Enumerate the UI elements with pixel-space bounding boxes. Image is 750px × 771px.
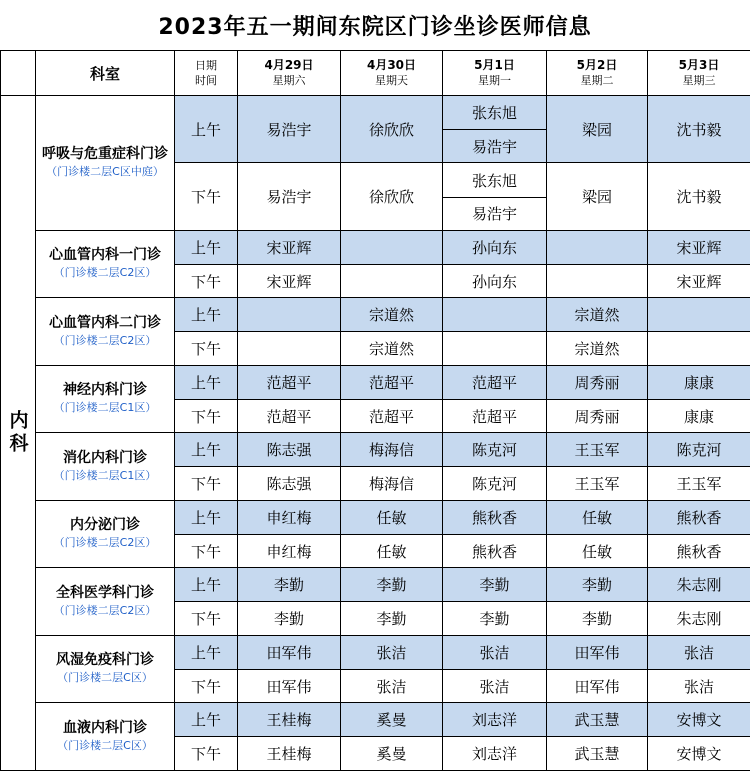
doctor-cell: 朱志刚 bbox=[648, 568, 750, 602]
period-am: 上午 bbox=[175, 500, 238, 534]
header-dept-label: 科室 bbox=[36, 51, 175, 96]
doctor-cell: 宋亚辉 bbox=[648, 264, 750, 298]
header-day-weekday: 星期六 bbox=[272, 74, 306, 87]
doctor-cell: 武玉慧 bbox=[547, 737, 648, 771]
doctor-cell: 宗道然 bbox=[341, 298, 443, 332]
period-am: 上午 bbox=[175, 365, 238, 399]
table-row bbox=[1, 433, 750, 467]
doctor-cell: 宋亚辉 bbox=[238, 264, 341, 298]
doctor-cell: 安博文 bbox=[648, 737, 750, 771]
doctor-cell: 王玉军 bbox=[648, 467, 750, 501]
doctor-cell: 李勤 bbox=[443, 602, 547, 636]
header-day-date: 5月3日 bbox=[678, 58, 720, 72]
doctor-cell: 武玉慧 bbox=[547, 703, 648, 737]
doctor-cell: 张洁 bbox=[341, 669, 443, 703]
doctor-cell: 王桂梅 bbox=[238, 737, 341, 771]
dept-cell bbox=[36, 230, 175, 298]
dept-cell bbox=[36, 703, 175, 771]
table-row bbox=[1, 365, 750, 399]
doctor-cell bbox=[547, 230, 648, 264]
schedule-body bbox=[1, 96, 750, 771]
doctor-cell: 沈书毅 bbox=[648, 163, 750, 230]
doctor-cell: 李勤 bbox=[341, 602, 443, 636]
header-time-label: 时间 bbox=[195, 74, 217, 87]
dept-location: （门诊楼二层C2区） bbox=[53, 536, 157, 550]
doctor-cell: 熊秋香 bbox=[443, 534, 547, 568]
doctor-cell bbox=[238, 298, 341, 332]
doctor-cell: 周秀丽 bbox=[547, 399, 648, 433]
header-day-weekday: 星期二 bbox=[580, 74, 614, 87]
doctor-cell: 申红梅 bbox=[238, 534, 341, 568]
page-title: 2023年五一期间东院区门诊坐诊医师信息 bbox=[158, 14, 592, 40]
doctor-cell: 孙向东 bbox=[443, 264, 547, 298]
doctor-cell: 康康 bbox=[648, 365, 750, 399]
doctor-cell: 张洁 bbox=[341, 635, 443, 669]
doctor-cell: 沈书毅 bbox=[648, 96, 750, 163]
table-row bbox=[1, 96, 750, 130]
doctor-cell: 朱志刚 bbox=[648, 602, 750, 636]
table-row bbox=[1, 703, 750, 737]
header-day-weekday: 星期三 bbox=[682, 74, 716, 87]
doctor-cell: 任敏 bbox=[341, 500, 443, 534]
dept-name: 风湿免疫科门诊 bbox=[56, 652, 154, 669]
dept-name: 消化内科门诊 bbox=[63, 449, 147, 466]
header-day-weekday: 星期一 bbox=[478, 74, 511, 87]
header-day bbox=[648, 51, 750, 96]
doctor-cell: 宗道然 bbox=[341, 332, 443, 366]
doctor-cell bbox=[648, 332, 750, 366]
doctor-cell: 李勤 bbox=[341, 568, 443, 602]
header-date-time bbox=[175, 51, 238, 96]
dept-location: （门诊楼二层C1区） bbox=[53, 468, 157, 482]
doctor-cell: 王玉军 bbox=[547, 433, 648, 467]
doctor-cell: 范超平 bbox=[443, 365, 547, 399]
doctor-cell bbox=[443, 298, 547, 332]
doctor-cell: 梅海信 bbox=[341, 467, 443, 501]
dept-location: （门诊楼二层C区中庭） bbox=[46, 164, 164, 178]
doctor-cell: 奚曼 bbox=[341, 703, 443, 737]
doctor-cell: 宋亚辉 bbox=[648, 230, 750, 264]
doctor-cell: 李勤 bbox=[238, 568, 341, 602]
doctor-cell: 周秀丽 bbox=[547, 365, 648, 399]
doctor-cell: 田军伟 bbox=[547, 669, 648, 703]
header-day-date: 4月30日 bbox=[366, 58, 417, 72]
doctor-cell: 陈克河 bbox=[648, 433, 750, 467]
header-day-weekday: 星期天 bbox=[375, 74, 408, 87]
doctor-cell: 李勤 bbox=[443, 568, 547, 602]
doctor-cell: 孙向东 bbox=[443, 230, 547, 264]
doctor-cell: 易浩宇 bbox=[443, 130, 547, 163]
header-day-date: 5月2日 bbox=[576, 58, 618, 72]
dept-location: （门诊楼二层C2区） bbox=[53, 603, 157, 617]
dept-name: 呼吸与危重症科门诊 bbox=[42, 145, 168, 162]
doctor-cell: 康康 bbox=[648, 399, 750, 433]
doctor-cell: 徐欣欣 bbox=[341, 163, 443, 230]
doctor-cell: 陈克河 bbox=[443, 467, 547, 501]
table-row bbox=[1, 568, 750, 602]
period-am: 上午 bbox=[175, 635, 238, 669]
period-am: 上午 bbox=[175, 703, 238, 737]
doctor-cell: 刘志洋 bbox=[443, 703, 547, 737]
doctor-cell: 范超平 bbox=[341, 365, 443, 399]
header-day bbox=[238, 51, 341, 96]
doctor-cell: 张洁 bbox=[648, 635, 750, 669]
dept-name: 内分泌门诊 bbox=[70, 517, 140, 534]
doctor-cell: 陈志强 bbox=[238, 433, 341, 467]
doctor-cell: 田军伟 bbox=[238, 635, 341, 669]
header-day bbox=[547, 51, 648, 96]
header-day bbox=[443, 51, 547, 96]
doctor-cell: 张东旭 bbox=[443, 163, 547, 197]
dept-name: 全科医学科门诊 bbox=[56, 584, 154, 601]
dept-name: 血液内科门诊 bbox=[63, 719, 147, 736]
doctor-cell: 张洁 bbox=[648, 669, 750, 703]
doctor-cell: 任敏 bbox=[547, 534, 648, 568]
doctor-cell bbox=[648, 298, 750, 332]
header-date-label: 日期 bbox=[195, 59, 217, 72]
doctor-cell: 陈克河 bbox=[443, 433, 547, 467]
doctor-cell: 张洁 bbox=[443, 669, 547, 703]
period-am: 上午 bbox=[175, 96, 238, 163]
dept-location: （门诊楼二层C1区） bbox=[53, 401, 157, 415]
doctor-cell: 宗道然 bbox=[547, 298, 648, 332]
dept-name: 神经内科门诊 bbox=[63, 382, 147, 399]
dept-cell bbox=[36, 298, 175, 366]
header-day-date: 5月1日 bbox=[474, 58, 515, 72]
dept-location: （门诊楼二层C2区） bbox=[53, 333, 157, 347]
period-pm: 下午 bbox=[175, 332, 238, 366]
doctor-cell: 梅海信 bbox=[341, 433, 443, 467]
doctor-cell bbox=[547, 264, 648, 298]
doctor-cell: 范超平 bbox=[341, 399, 443, 433]
doctor-cell: 田军伟 bbox=[547, 635, 648, 669]
dept-cell bbox=[36, 500, 175, 568]
doctor-cell: 易浩宇 bbox=[238, 163, 341, 230]
header-day-date: 4月29日 bbox=[264, 58, 314, 72]
table-row bbox=[1, 298, 750, 332]
period-pm: 下午 bbox=[175, 163, 238, 230]
doctor-cell: 李勤 bbox=[238, 602, 341, 636]
doctor-cell bbox=[443, 332, 547, 366]
schedule-table bbox=[0, 50, 750, 771]
category-cell: 内科 bbox=[1, 96, 36, 771]
doctor-cell: 申红梅 bbox=[238, 500, 341, 534]
dept-name: 心血管内科二门诊 bbox=[49, 314, 161, 331]
dept-cell bbox=[36, 635, 175, 703]
doctor-cell: 易浩宇 bbox=[238, 96, 341, 163]
doctor-cell: 李勤 bbox=[547, 602, 648, 636]
doctor-cell: 张东旭 bbox=[443, 96, 547, 130]
dept-location: （门诊楼二层C区） bbox=[57, 738, 153, 752]
header-row bbox=[1, 51, 750, 96]
table-row bbox=[1, 230, 750, 264]
doctor-cell: 宋亚辉 bbox=[238, 230, 341, 264]
doctor-cell: 熊秋香 bbox=[648, 500, 750, 534]
doctor-cell: 梁园 bbox=[547, 163, 648, 230]
doctor-cell: 田军伟 bbox=[238, 669, 341, 703]
doctor-cell bbox=[341, 230, 443, 264]
doctor-cell: 任敏 bbox=[341, 534, 443, 568]
doctor-cell: 任敏 bbox=[547, 500, 648, 534]
dept-location: （门诊楼二层C2区） bbox=[53, 266, 157, 280]
doctor-cell: 徐欣欣 bbox=[341, 96, 443, 163]
period-am: 上午 bbox=[175, 433, 238, 467]
doctor-cell: 范超平 bbox=[238, 365, 341, 399]
dept-cell bbox=[36, 433, 175, 501]
doctor-cell: 王玉军 bbox=[547, 467, 648, 501]
header-corner bbox=[1, 51, 36, 96]
doctor-cell: 刘志洋 bbox=[443, 737, 547, 771]
period-am: 上午 bbox=[175, 298, 238, 332]
doctor-cell: 易浩宇 bbox=[443, 197, 547, 230]
table-row bbox=[1, 635, 750, 669]
doctor-cell: 王桂梅 bbox=[238, 703, 341, 737]
doctor-cell: 范超平 bbox=[238, 399, 341, 433]
period-am: 上午 bbox=[175, 230, 238, 264]
doctor-cell: 熊秋香 bbox=[648, 534, 750, 568]
doctor-cell: 陈志强 bbox=[238, 467, 341, 501]
period-pm: 下午 bbox=[175, 399, 238, 433]
dept-location: （门诊楼二层C区） bbox=[57, 671, 153, 685]
period-pm: 下午 bbox=[175, 669, 238, 703]
dept-cell bbox=[36, 365, 175, 433]
doctor-cell bbox=[238, 332, 341, 366]
doctor-cell: 张洁 bbox=[443, 635, 547, 669]
dept-cell bbox=[36, 568, 175, 636]
doctor-cell: 安博文 bbox=[648, 703, 750, 737]
doctor-cell: 宗道然 bbox=[547, 332, 648, 366]
period-pm: 下午 bbox=[175, 264, 238, 298]
doctor-cell: 梁园 bbox=[547, 96, 648, 163]
table-row bbox=[1, 500, 750, 534]
period-pm: 下午 bbox=[175, 737, 238, 771]
period-pm: 下午 bbox=[175, 467, 238, 501]
doctor-cell: 李勤 bbox=[547, 568, 648, 602]
period-pm: 下午 bbox=[175, 602, 238, 636]
doctor-cell: 范超平 bbox=[443, 399, 547, 433]
doctor-cell: 奚曼 bbox=[341, 737, 443, 771]
period-pm: 下午 bbox=[175, 534, 238, 568]
header-day bbox=[341, 51, 443, 96]
doctor-cell bbox=[341, 264, 443, 298]
period-am: 上午 bbox=[175, 568, 238, 602]
dept-cell bbox=[36, 96, 175, 231]
dept-name: 心血管内科一门诊 bbox=[49, 247, 161, 264]
doctor-cell: 熊秋香 bbox=[443, 500, 547, 534]
